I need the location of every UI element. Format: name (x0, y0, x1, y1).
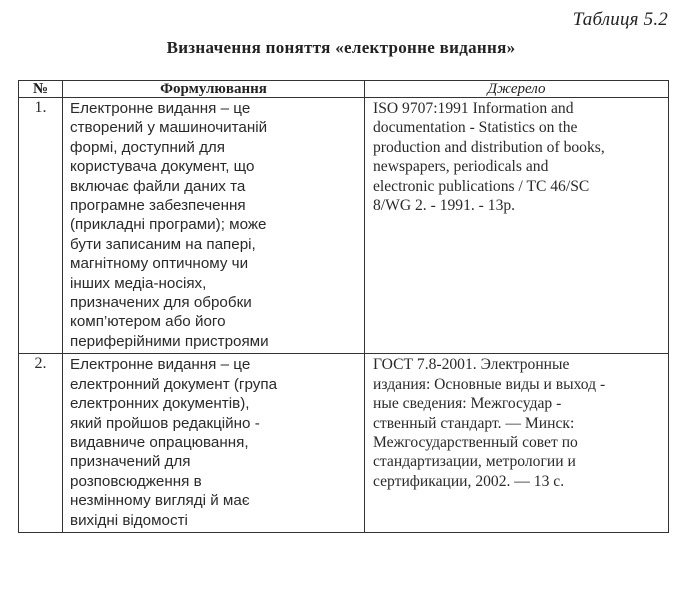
source-line: electronic publications / TC 46/SC (373, 177, 590, 195)
formulation-line: інших медіа-носіях, (70, 274, 207, 292)
formulation-line: призначених для обробки (70, 294, 252, 312)
formulation-line: Електронне видання – це (70, 100, 251, 117)
header-source: Джерело (365, 81, 669, 98)
table-body (19, 98, 669, 533)
source-line: стандартизации, метрологии и (373, 453, 576, 471)
formulation-line: магнітному оптичному чи (70, 255, 249, 273)
formulation-line: програмне забезпечення (70, 197, 246, 215)
source-line: издания: Основные виды и выход - (373, 375, 606, 393)
source-line: 8/WG 2. - 1991. - 13p. (373, 197, 516, 215)
formulation-line: електронних документів), (70, 395, 250, 413)
formulation-line: периферійними пристроями (70, 332, 269, 350)
formulation-line: (прикладні програми); може (70, 216, 267, 234)
source-line: newspapers, periodicals and (373, 158, 549, 176)
formulation-line: комп’ютером або його (70, 313, 226, 331)
source-line: production and distribution of books, (373, 138, 605, 156)
formulation-line: розповсюдження в (70, 472, 202, 490)
formulation-cell (63, 98, 365, 354)
formulation-line: Електронне видання – це (70, 356, 251, 374)
formulation-line: електронний документ (група (70, 375, 278, 393)
source-cell (365, 98, 669, 354)
formulation-line: незмінному вигляді й має (70, 492, 250, 510)
source-line: ственный стандарт. — Минск: (373, 414, 575, 432)
row-number: 2. (19, 354, 63, 533)
table-row (19, 354, 669, 533)
source-line: Межгосударственный совет по (373, 433, 578, 451)
source-line: ISO 9707:1991 Information and (373, 100, 574, 117)
table-row (19, 98, 669, 354)
definitions-table (18, 80, 669, 533)
source-line: сертификации, 2002. — 13 с. (373, 472, 565, 490)
source-line: documentation - Statistics on the (373, 119, 578, 137)
formulation-line: формі, доступний для (70, 138, 226, 156)
formulation-line: видавниче опрацювання, (70, 433, 249, 451)
formulation-cell (63, 354, 365, 533)
source-line: ГОСТ 7.8-2001. Электронные (373, 356, 570, 374)
formulation-line: створений у машиночитаній (70, 119, 268, 137)
source-line: ные сведения: Межгосудар - (373, 395, 562, 413)
header-formulation: Формулювання (63, 81, 365, 98)
formulation-line: включає файли даних та (70, 177, 246, 195)
formulation-line: вихідні відомості (70, 511, 188, 529)
table-number-label: Таблиця 5.2 (572, 9, 668, 30)
formulation-line: користувача документ, що (70, 158, 255, 176)
row-number: 1. (19, 98, 63, 354)
table-title: Визначення поняття «електронне видання» (166, 38, 516, 57)
header-number: № (19, 81, 63, 98)
formulation-line: який пройшов редакційно - (70, 414, 260, 432)
source-cell (365, 354, 669, 533)
formulation-line: призначений для (70, 453, 191, 471)
table-header-row (19, 81, 669, 98)
formulation-line: бути записаним на папері, (70, 235, 256, 253)
